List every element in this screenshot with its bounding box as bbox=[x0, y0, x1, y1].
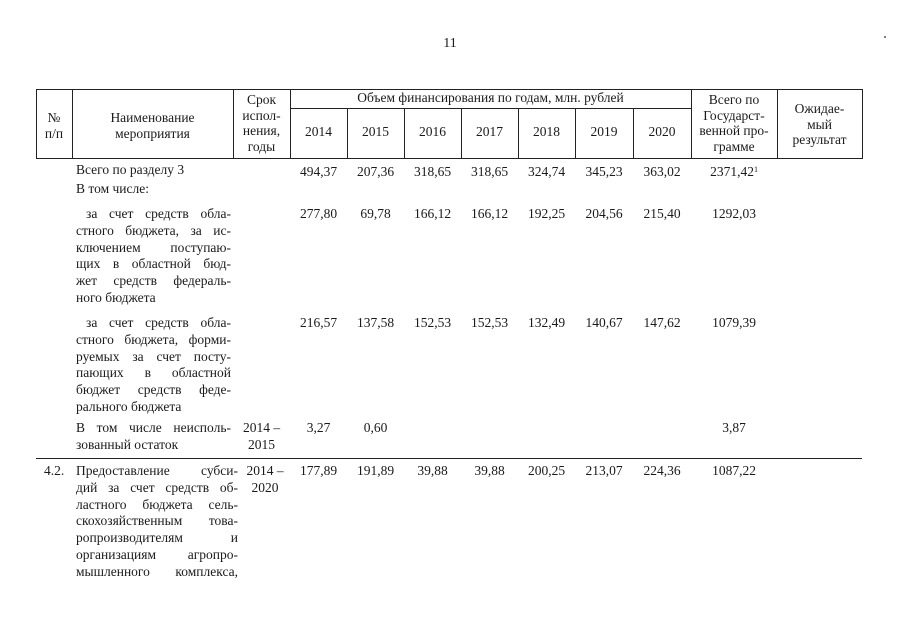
row-unused-balance-name: В том числе неисполь- зованный остаток bbox=[76, 420, 231, 452]
row-section-total-2016: 318,65 bbox=[413, 164, 452, 179]
row-federal-transfers-2019: 140,67 bbox=[585, 315, 623, 330]
row-federal-transfers-name: за счет средств обла- стного бюджета, форми- руемых за счет посту- пающих в областной бюджет средств феде- рального бюджета bbox=[76, 315, 231, 414]
header-year-2017: 2017 bbox=[476, 124, 503, 139]
row-section-total-2015: 207,36 bbox=[356, 164, 395, 179]
row-federal-transfers-2016: 152,53 bbox=[413, 315, 452, 330]
table-right-border bbox=[862, 89, 863, 159]
row-federal-transfers-2017: 152,53 bbox=[470, 315, 509, 330]
footnote-marker: 1 bbox=[753, 165, 758, 174]
scan-speck bbox=[884, 36, 886, 38]
row-regional-budget-program-total: 1292,03 bbox=[712, 206, 756, 221]
row-section-total-2017: 318,65 bbox=[470, 164, 509, 179]
header-year-2015: 2015 bbox=[362, 124, 389, 139]
row-federal-transfers-2015: 137,58 bbox=[356, 315, 395, 330]
header-name: Наименование мероприятия bbox=[110, 110, 195, 141]
row-section-total-2014: 494,37 bbox=[299, 164, 338, 179]
row-4-2-2017: 39,88 bbox=[474, 463, 505, 478]
header-number: № п/п bbox=[44, 110, 64, 141]
row-regional-budget-2017: 166,12 bbox=[470, 206, 509, 221]
header-bottom-border bbox=[36, 158, 862, 159]
row-federal-transfers-2018: 132,49 bbox=[527, 315, 566, 330]
header-total: Всего по Государст- венной про- грамме bbox=[699, 92, 769, 154]
row-4-2-2020: 224,36 bbox=[643, 463, 681, 478]
header-result: Ожидае- мый результат bbox=[792, 101, 847, 147]
row-4-2-term: 2014 – 2020 bbox=[246, 463, 284, 495]
row-unused-balance-2015: 0,60 bbox=[363, 420, 388, 435]
row-federal-transfers-2020: 147,62 bbox=[643, 315, 681, 330]
row-4-2-2018: 200,25 bbox=[527, 463, 566, 478]
header-year-2018: 2018 bbox=[533, 124, 560, 139]
page-number: 11 bbox=[443, 36, 457, 51]
row-unused-balance-program-total: 3,87 bbox=[722, 420, 746, 435]
row-federal-transfers-2014: 216,57 bbox=[299, 315, 338, 330]
row-4-2-name: Предоставление субси- дий за счет средств об- ластного бюджета сель- скохозяйственным това- ропроизводителям и организациям агропро- мышленного комплекса, bbox=[76, 463, 238, 579]
row-4-2-2016: 39,88 bbox=[417, 463, 448, 478]
row-section-total-name: Всего по разделу 3 bbox=[76, 162, 185, 177]
row-regional-budget-2018: 192,25 bbox=[527, 206, 566, 221]
header-year-2020: 2020 bbox=[648, 124, 676, 139]
row-including-label: В том числе: bbox=[76, 181, 149, 196]
row-4-2-2015: 191,89 bbox=[356, 463, 395, 478]
row-4-2-number: 4.2. bbox=[44, 463, 65, 478]
row-section-total-2018: 324,74 bbox=[527, 164, 566, 179]
header-year-2019: 2019 bbox=[590, 124, 618, 139]
header-year-2014: 2014 bbox=[305, 124, 332, 139]
row-federal-transfers-program-total: 1079,39 bbox=[712, 315, 756, 330]
row-regional-budget-2019: 204,56 bbox=[585, 206, 623, 221]
row-regional-budget-name: за счет средств обла- стного бюджета, за ис- ключением поступаю- щих в областной бюд- жет средств федераль- ного бюджета bbox=[76, 206, 231, 305]
header-term: Срок испол- нения, годы bbox=[242, 92, 281, 154]
header-year-2016: 2016 bbox=[419, 124, 446, 139]
row-4-2-2014: 177,89 bbox=[299, 463, 338, 478]
row-separator-4-2 bbox=[36, 458, 862, 459]
row-regional-budget-2020: 215,40 bbox=[643, 206, 681, 221]
funding-header-rule bbox=[290, 108, 691, 109]
row-regional-budget-2015: 69,78 bbox=[360, 206, 391, 221]
row-section-total-program-total: 2371,42$^1$ bbox=[710, 164, 758, 179]
row-section-total-2019: 345,23 bbox=[585, 164, 623, 179]
row-unused-balance-2014: 3,27 bbox=[306, 420, 331, 435]
row-unused-balance-term: 2014 – 2015 bbox=[242, 420, 281, 452]
row-4-2-2019: 213,07 bbox=[585, 463, 623, 478]
row-section-total-2020: 363,02 bbox=[643, 164, 681, 179]
row-4-2-program-total: 1087,22 bbox=[712, 463, 756, 478]
row-regional-budget-2014: 277,80 bbox=[299, 206, 338, 221]
header-funding: Объем финансирования по годам, млн. рублей bbox=[357, 90, 624, 105]
row-regional-budget-2016: 166,12 bbox=[413, 206, 452, 221]
